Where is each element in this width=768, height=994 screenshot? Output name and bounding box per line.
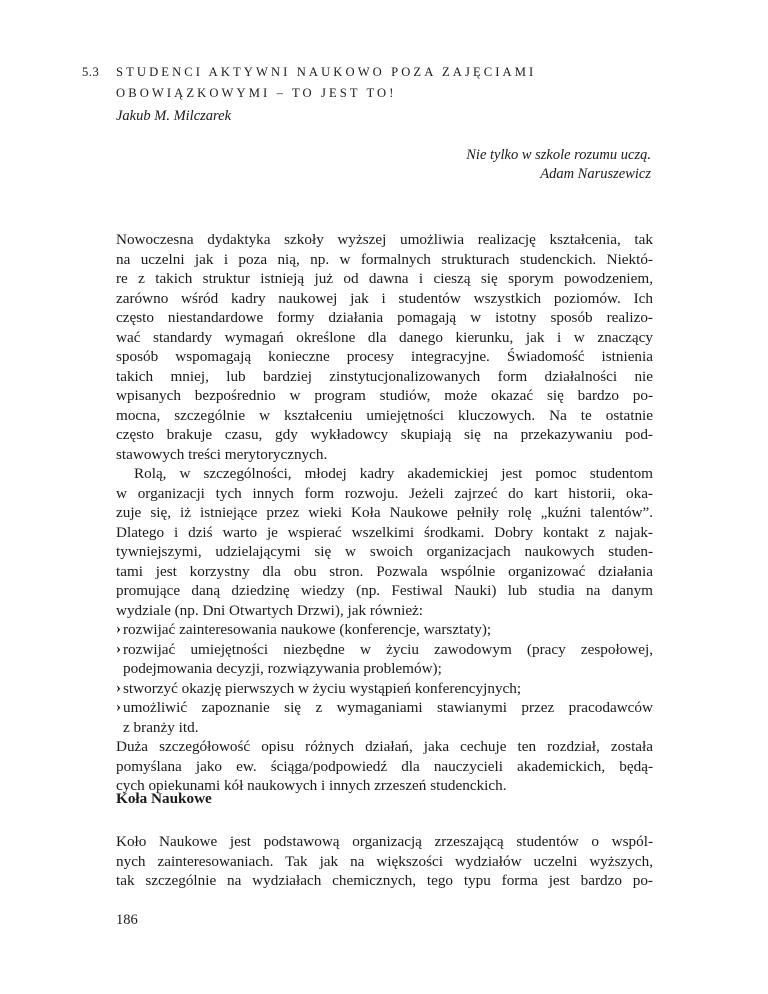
bullet-item: › rozwijać umiejętności niezbędne w życiu zawodowym (pracy zespołowej, (116, 640, 653, 660)
section-heading (82, 62, 722, 104)
text-line: re z takich struktur istnieją już od dawna i cieszą się sporym powodzeniem, (116, 270, 653, 287)
text-line: wać standardy wymagań określone dla danego kierunku, jak i w znaczący (116, 328, 653, 346)
bullet-item-continuation: podejmowania decyzji, rozwiązywania problemów); (123, 660, 442, 677)
bullet-item: › umożliwić zapoznanie się z wymaganiami stawianymi przez pracodawców (116, 698, 653, 718)
page-number: 186 (116, 912, 138, 928)
text-line: Nowoczesna dydaktyka szkoły wyższej umożliwia realizację kształcenia, tak (116, 231, 653, 248)
text-line: Koło Naukowe jest podstawową organizacją zrzeszającą studentów o wspól- (116, 833, 653, 850)
text-line: wpisanych bezpośrednio w program studiów, może okazać się bardzo po- (116, 387, 653, 404)
body-text (116, 230, 653, 796)
text-line: tami jest korzystny dla obu stron. Pozwala wspólnie organizować działania (116, 562, 653, 580)
text-line: stawowych treści merytorycznych. (116, 445, 328, 463)
text-line: tak szczególnie na wydziałach chemicznych, tego typu forma jest bardzo po- (116, 872, 653, 889)
text-line: tywniejszymi, udzielającymi się w swoich organizacjach naukowych studen- (116, 543, 653, 560)
section-title-line-2: OBOWIĄZKOWYMI – TO JEST TO! (116, 86, 397, 100)
text-line: często niestandardowe formy działania pomagają w istotny sposób realizo- (116, 309, 653, 326)
bullet-item: › stworzyć okazję pierwszych w życiu wystąpień konferencyjnych; (116, 679, 653, 699)
text-line: w organizacji tych innych form rozwoju. Jeżeli zajrzeć do kart historii, oka- (116, 484, 653, 502)
text-line: mocna, szczególnie w kształceniu umiejętności kluczowych. Na te ostatnie (116, 406, 653, 424)
text-line: promujące daną dziedzinę wiedzy (np. Festiwal Nauki) lub studia na danym (116, 582, 653, 599)
text-line: takich mniej, lub bardziej zinstytucjonalizowanych form działalności nie (116, 367, 653, 385)
text-line: często brakuje czasu, gdy wykładowcy skupiają się na przekazywaniu pod- (116, 426, 653, 443)
bullet-item-continuation: z branży itd. (123, 718, 199, 736)
text-line: na uczelni jak i poza nią, np. w formalnych strukturach studenckich. Niektó- (116, 250, 653, 268)
bullet-item: › rozwijać zainteresowania naukowe (konferencje, warsztaty); (116, 620, 653, 640)
text-line: pomyślana jako ew. ściąga/podpowiedź dla nauczycieli akademickich, będą- (116, 757, 653, 775)
epigraph (466, 146, 651, 184)
text-line: Rolą, w szczególności, młodej kadry akademickiej jest pomoc studentom (134, 465, 653, 482)
text-line: cych opiekunami kół naukowych i innych zrzeszeń studenckich. (116, 777, 507, 794)
epigraph-attribution: Adam Naruszewicz (540, 166, 651, 182)
section-title-line-1: STUDENCI AKTYWNI NAUKOWO POZA ZAJĘCIAMI (116, 65, 537, 79)
epigraph-quote: Nie tylko w szkole rozumu uczą. (466, 147, 651, 163)
body-text-continued (116, 832, 653, 891)
text-line: Dlatego i dziś warto je wspierać wszelkimi środkami. Dobry kontakt z najak- (116, 523, 653, 541)
text-line: wydziale (np. Dni Otwartych Drzwi), jak również: (116, 601, 424, 619)
subsection-title: Koła Naukowe (116, 790, 212, 807)
text-line: zuje się, iż istniejące przez wieki Koła Naukowe pełniły rolę „kuźni talentów”. (116, 504, 653, 521)
author-name: Jakub M. Milczarek (116, 108, 232, 124)
text-line: sposób wspomagają konieczne procesy integracyjne. Świadomość istnienia (116, 348, 653, 365)
section-number: 5.3 (82, 65, 100, 79)
text-line: zarówno wśród kadry naukowej jak i studentów wszystkich poziomów. Ich (116, 289, 653, 307)
text-line: nych zainteresowaniach. Tak jak na większości wydziałów uczelni wyższych, (116, 852, 653, 870)
text-line: Duża szczegółowość opisu różnych działań, jaka cechuje ten rozdział, została (116, 738, 653, 755)
